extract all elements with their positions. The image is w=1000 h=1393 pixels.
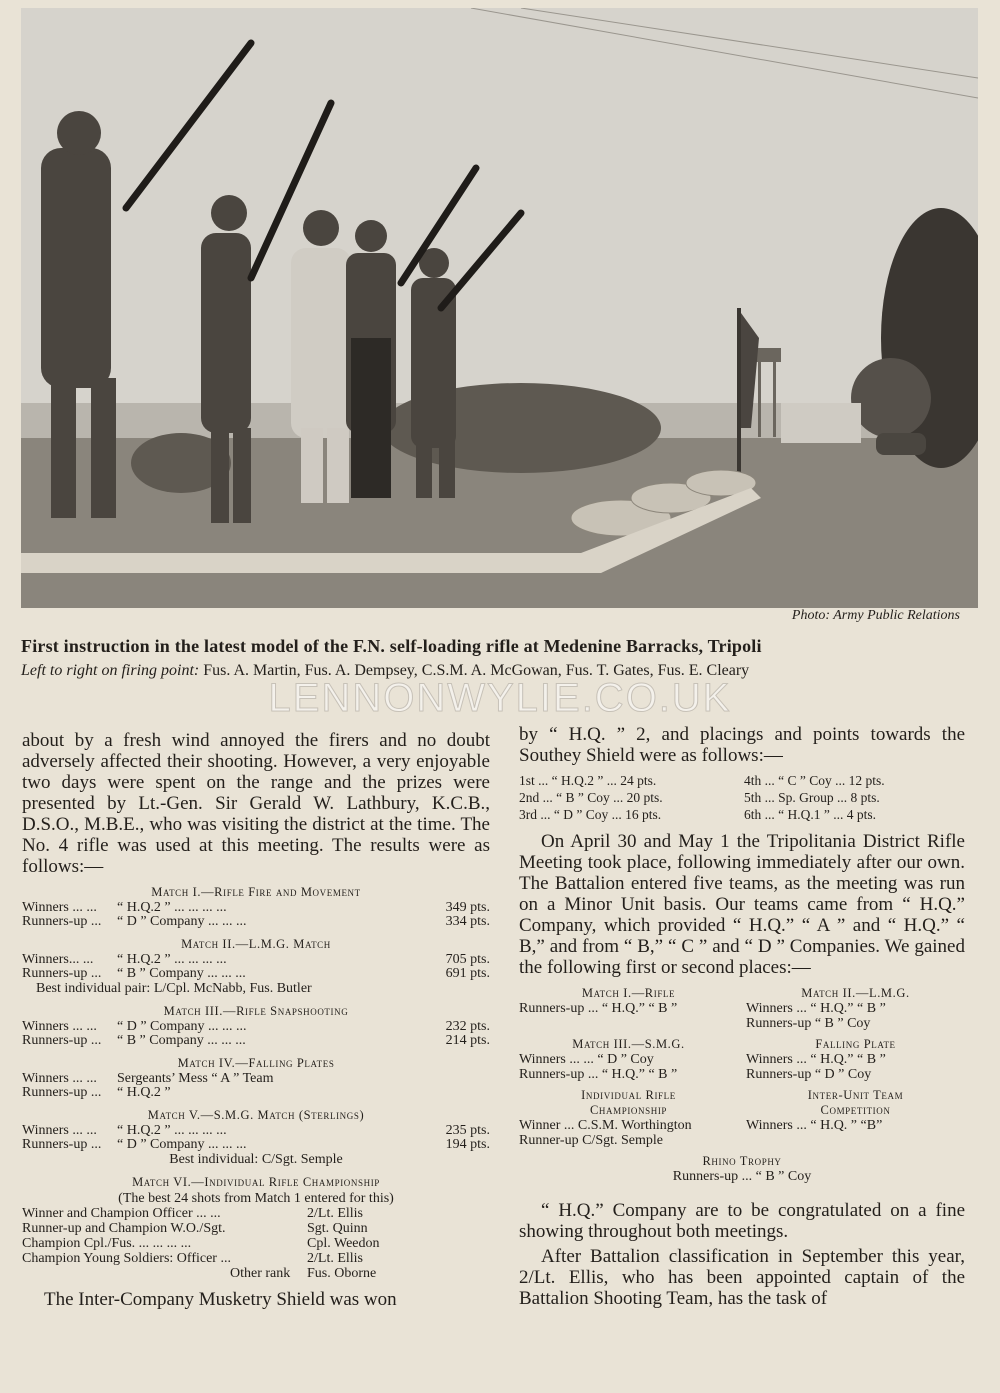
championship-winner: Fus. Oborne (307, 1266, 377, 1281)
row-label: Winners ... ... (22, 1123, 97, 1138)
match-3-title: Match III.—Rifle Snapshooting (163, 1004, 349, 1018)
row-points: 349 pts. (445, 900, 490, 915)
match-6-title: Match VI.—Individual Rifle Championship (132, 1175, 380, 1189)
caption-names-text: Fus. A. Martin, Fus. A. Dempsey, C.S.M. A. McGowan, Fus. T. Gates, Fus. E. Cleary (203, 662, 750, 679)
row-points: 214 pts. (445, 1033, 490, 1048)
results-line: Runners-up “ B ” Coy (746, 1016, 871, 1031)
row-label: Winners ... ... (22, 900, 97, 915)
results-block-3 (519, 1088, 965, 1148)
match-2-row (22, 953, 490, 967)
championship-winner: Cpl. Weedon (307, 1236, 380, 1251)
row-points (420, 1072, 490, 1086)
results-right (738, 1088, 965, 1148)
results-title: Inter-Unit Team (807, 1088, 904, 1102)
row-points: 232 pts. (445, 1019, 490, 1034)
row-team: “ D ” Company ... ... ... (117, 914, 247, 929)
results-block-1 (519, 986, 965, 1031)
row-points: 334 pts. (445, 914, 490, 929)
shield-place: 6th ... “ H.Q.1 ” ... 4 pts. (744, 807, 876, 822)
row-label: Runners-up ... (22, 914, 102, 929)
photograph (21, 8, 978, 608)
match-4-title: Match IV.—Falling Plates (177, 1056, 335, 1070)
results-line: Runners-up “ D ” Coy (746, 1067, 872, 1082)
championship-category: Other rank (230, 1266, 291, 1281)
championship-row (22, 1266, 490, 1281)
row-team: “ H.Q.2 ” ... ... ... ... (117, 1123, 227, 1138)
championship-category: Champion Cpl./Fus. ... ... ... ... (22, 1236, 192, 1251)
results-line: Runner-up C/Sgt. Semple (519, 1133, 663, 1148)
shield-place: 5th ... Sp. Group ... 8 pts. (744, 790, 880, 805)
results-right (738, 1037, 965, 1082)
row-points: 235 pts. (445, 1123, 490, 1138)
results-line: Winner ... C.S.M. Worthington (519, 1118, 692, 1133)
shield-place: 3rd ... “ D ” Coy ... 16 pts. (519, 807, 662, 822)
row-points: 705 pts. (445, 952, 490, 967)
results-line: Winners ... “ H.Q.” “ B ” (746, 1052, 886, 1067)
southey-shield-table (519, 772, 965, 823)
shield-row (519, 806, 965, 823)
match-1-row (22, 901, 490, 915)
results-line: Winners ... “ H.Q.” “ B ” (746, 1001, 886, 1016)
results-title: Match I.—Rifle (581, 986, 676, 1000)
match-2-title: Match II.—L.M.G. Match (181, 937, 331, 951)
left-column (22, 730, 490, 1310)
row-team: “ D ” Company ... ... ... (117, 1019, 247, 1034)
match-6-subtitle: (The best 24 shots from Match 1 entered for this) (118, 1191, 394, 1206)
watermark: LENNONWYLIE.CO.UK (268, 676, 732, 720)
championship-row (22, 1221, 490, 1236)
row-label: Runners-up ... (22, 1085, 102, 1100)
championship-winner: Sgt. Quinn (307, 1221, 368, 1236)
row-team: “ H.Q.2 ” ... ... ... ... (117, 900, 227, 915)
match-3-row (22, 1020, 490, 1034)
results-block-2 (519, 1037, 965, 1082)
results-block-4 (519, 1154, 965, 1184)
results-line: Runners-up ... “ H.Q.” “ B ” (519, 1067, 678, 1082)
match-2-row (22, 967, 490, 981)
photo-credit: Photo: Army Public Relations (791, 608, 960, 623)
match-4-row (22, 1072, 490, 1086)
row-team: “ B ” Company ... ... ... (117, 966, 246, 981)
caption-lead: Left to right on firing point: (21, 662, 200, 679)
results-line: Winners ... ... “ D ” Coy (519, 1052, 654, 1067)
results-line: Winners ... “ H.Q. ” “B” (746, 1118, 883, 1133)
row-team: “ H.Q.2 ” (117, 1085, 171, 1100)
row-team: “ B ” Company ... ... ... (117, 1033, 246, 1048)
championship-category: Winner and Champion Officer ... ... (22, 1206, 221, 1221)
row-points: 691 pts. (445, 966, 490, 981)
results-left (519, 986, 738, 1031)
row-points: 194 pts. (445, 1137, 490, 1152)
match-1-row (22, 915, 490, 929)
row-label: Runners-up ... (22, 1033, 102, 1048)
shield-place: 2nd ... “ B ” Coy ... 20 pts. (519, 790, 663, 805)
right-column (519, 724, 965, 1309)
caption-title: First instruction in the latest model of the F.N. self-loading rifle at Medenine Barracks, Tripoli (21, 636, 762, 656)
championship-winner: 2/Lt. Ellis (307, 1206, 363, 1221)
championship-category: Champion Young Soldiers: Officer ... (22, 1251, 231, 1266)
shield-row (519, 772, 965, 789)
row-team: “ D ” Company ... ... ... (117, 1137, 247, 1152)
results-left (519, 1037, 738, 1082)
shield-place: 1st ... “ H.Q.2 ” ... 24 pts. (519, 773, 657, 788)
results-right (738, 986, 965, 1031)
championship-row (22, 1236, 490, 1251)
right-paragraph-2: On April 30 and May 1 the Tripolitania District Rifle Meeting took place, following immediately after our own. The Battalion entered five teams, as the meeting was run on a Minor Unit basis. Our teams came from “ H.Q.” Company, which provided “ H.Q.” “ A ” and “ H.Q.” “ B,” and from “ B,” “ C ” and “ D ” Companies. We gained the following first or second places:— (519, 831, 965, 978)
match-3-row (22, 1034, 490, 1048)
results-title: Rhino Trophy (702, 1154, 782, 1168)
row-label: Winners ... ... (22, 1071, 97, 1086)
row-label: Winners ... ... (22, 1019, 97, 1034)
results-title: Falling Plate (815, 1037, 896, 1051)
right-paragraph-3: “ H.Q.” Company are to be congratulated on a fine showing throughout both meetings. (519, 1200, 965, 1242)
results-title: Championship (589, 1103, 668, 1117)
match-5-title: Match V.—S.M.G. Match (Sterlings) (147, 1108, 365, 1122)
results-line: Runners-up ... “ B ” Coy (672, 1169, 812, 1184)
results-title: Match II.—L.M.G. (801, 986, 910, 1000)
row-label: Runners-up ... (22, 1137, 102, 1152)
results-title: Individual Rifle (581, 1088, 676, 1102)
shield-place: 4th ... “ C ” Coy ... 12 pts. (744, 773, 885, 788)
match-1-title: Match I.—Rifle Fire and Movement (151, 885, 361, 899)
match-5-row (22, 1138, 490, 1152)
row-label: Runners-up ... (22, 966, 102, 981)
results-title: Match III.—S.M.G. (572, 1037, 685, 1051)
row-team: “ H.Q.2 ” ... ... ... ... (117, 952, 227, 967)
championship-winner: 2/Lt. Ellis (307, 1251, 363, 1266)
row-points (420, 1086, 490, 1100)
results-left (519, 1088, 738, 1148)
results-title: Competition (820, 1103, 891, 1117)
championship-category: Runner-up and Champion W.O./Sgt. (22, 1221, 226, 1236)
left-closing-paragraph: The Inter-Company Musketry Shield was won (44, 1289, 397, 1310)
match-5-note: Best individual: C/Sgt. Semple (169, 1152, 343, 1167)
right-paragraph-4: After Battalion classification in September this year, 2/Lt. Ellis, who has been appointed captain of the Battalion Shooting Team, has the task of (519, 1246, 965, 1309)
row-label: Winners... ... (22, 952, 94, 967)
match-2-note: Best individual pair: L/Cpl. McNabb, Fus. Butler (36, 981, 312, 996)
shield-row (519, 789, 965, 806)
soldiers-photo-illustration (21, 8, 978, 608)
left-intro-paragraph: about by a fresh wind annoyed the firers and no doubt adversely affected their shooting. However, a very enjoyable two days were spent on the range and the prizes were presented by Lt.-Gen. Sir Gerald W. Lathbury, K.C.B., D.S.O., M.B.E., who was visiting the district at the time. The No. 4 rifle was used at this meeting. The results were as follows:— (22, 730, 490, 877)
right-intro-paragraph: by “ H.Q. ” 2, and placings and points towards the Southey Shield were as follows:— (519, 724, 965, 766)
results-line: Runners-up ... “ H.Q.” “ B ” (519, 1001, 678, 1016)
championship-row (22, 1206, 490, 1221)
row-team: Sergeants’ Mess “ A ” Team (117, 1071, 274, 1086)
championship-row (22, 1251, 490, 1266)
match-5-row (22, 1124, 490, 1138)
match-4-row (22, 1086, 490, 1100)
